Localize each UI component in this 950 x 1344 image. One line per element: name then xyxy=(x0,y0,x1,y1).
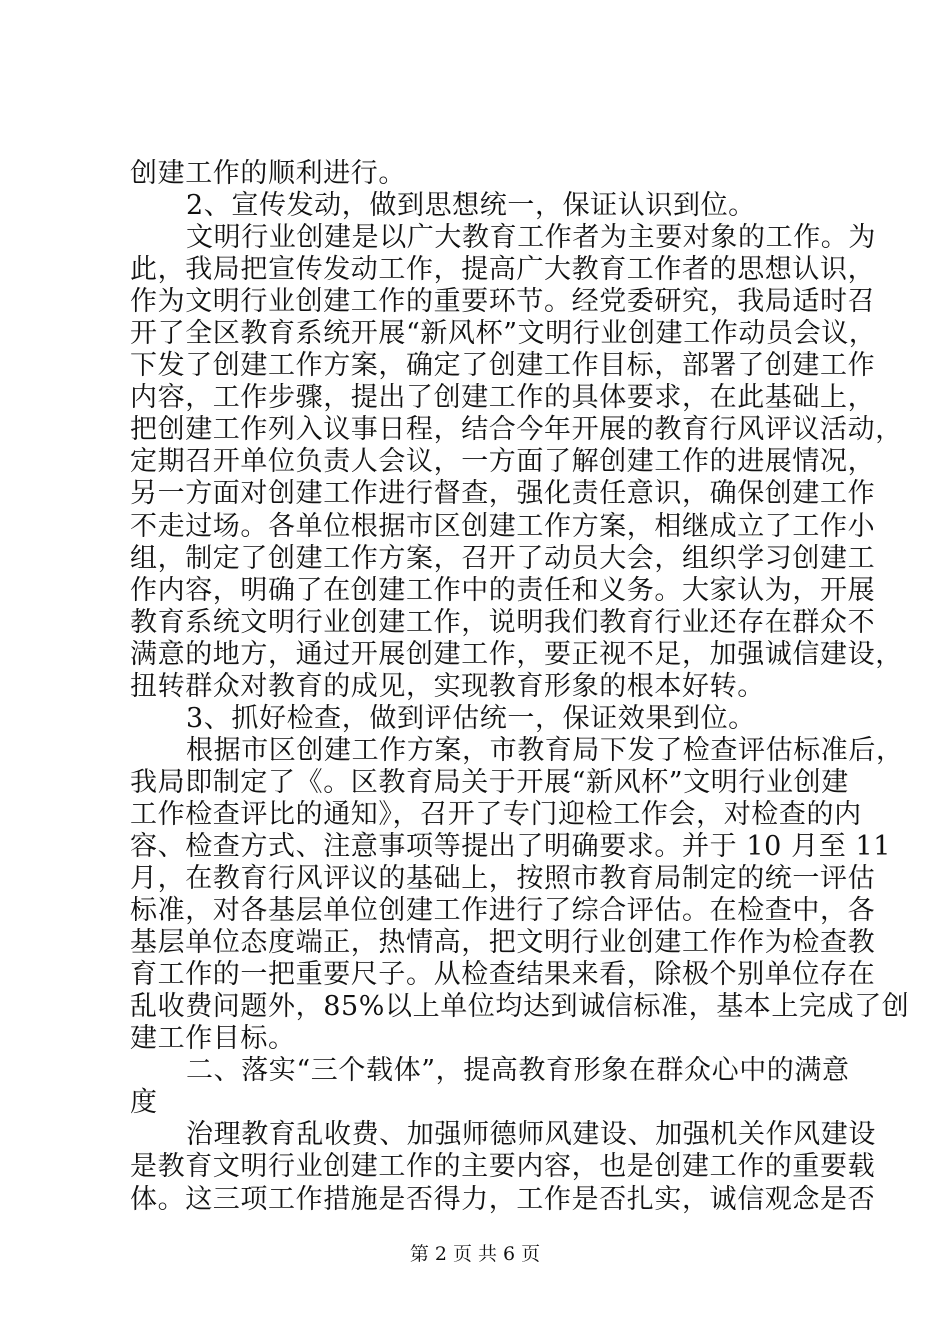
text-line: 不走过场。各单位根据市区创建工作方案，相继成立了工作小 xyxy=(130,510,876,542)
text-line: 把创建工作列入议事日程，结合今年开展的教育行风评议活动， xyxy=(130,414,903,446)
section-heading: 3、抓好检查，做到评估统一，保证效果到位。 xyxy=(186,702,756,734)
text-line: 满意的地方，通过开展创建工作，要正视不足，加强诚信建设， xyxy=(130,638,903,670)
section-heading-continued: 度 xyxy=(130,1087,158,1119)
text-line: 定期召开单位负责人会议，一方面了解创建工作的进展情况， xyxy=(130,446,876,478)
page-number-footer: 第 2 页 共 6 页 xyxy=(409,1243,541,1265)
text-line: 月，在教育行风评议的基础上，按照市教育局制定的统一评估 xyxy=(130,863,876,895)
text-line: 开了全区教育系统开展“新风杯”文明行业创建工作动员会议， xyxy=(130,318,877,350)
text-line: 乱收费问题外，85%以上单位均达到诚信标准，基本上完成了创 xyxy=(130,991,910,1023)
text-line: 治理教育乱收费、加强师德师风建设、加强机关作风建设 xyxy=(186,1119,876,1151)
text-line: 此，我局把宣传发动工作，提高广大教育工作者的思想认识， xyxy=(130,254,876,286)
text-line: 是教育文明行业创建工作的主要内容，也是创建工作的重要载 xyxy=(130,1151,876,1183)
text-line: 标准，对各基层单位创建工作进行了综合评估。在检查中，各 xyxy=(130,895,876,927)
text-line: 扭转群众对教育的成见，实现教育形象的根本好转。 xyxy=(130,670,765,702)
body-text xyxy=(130,158,910,1216)
text-line: 体。这三项工作措施是否得力，工作是否扎实，诚信观念是否 xyxy=(130,1183,876,1215)
text-line: 基层单位态度端正，热情高，把文明行业创建工作作为检查教 xyxy=(130,927,876,959)
text-line: 工作检查评比的通知》，召开了专门迎检工作会，对检查的内 xyxy=(130,798,862,830)
section-heading: 2、宣传发动，做到思想统一，保证认识到位。 xyxy=(186,190,756,222)
text-line: 我局即制定了《。区教育局关于开展“新风杯”文明行业创建 xyxy=(130,766,849,798)
text-line: 建工作目标。 xyxy=(130,1023,296,1055)
text-line: 组，制定了创建工作方案，召开了动员大会，组织学习创建工 xyxy=(130,542,876,574)
text-line: 内容，工作步骤，提出了创建工作的具体要求，在此基础上， xyxy=(130,382,876,414)
text-line: 另一方面对创建工作进行督查，强化责任意识，确保创建工作 xyxy=(130,478,876,510)
text-line: 创建工作的顺利进行。 xyxy=(130,158,406,189)
text-line: 作为文明行业创建工作的重要环节。经党委研究，我局适时召 xyxy=(130,286,876,318)
text-line: 作内容，明确了在创建工作中的责任和义务。大家认为，开展 xyxy=(130,574,876,606)
text-line: 容、检查方式、注意事项等提出了明确要求。并于 10 月至 11 xyxy=(130,830,892,862)
text-line: 文明行业创建是以广大教育工作者为主要对象的工作。为 xyxy=(186,222,876,254)
section-heading: 二、落实“三个载体”，提高教育形象在群众心中的满意 xyxy=(186,1055,850,1087)
text-line: 根据市区创建工作方案，市教育局下发了检查评估标准后， xyxy=(186,734,904,766)
text-line: 教育系统文明行业创建工作，说明我们教育行业还存在群众不 xyxy=(130,606,876,638)
text-line: 育工作的一把重要尺子。从检查结果来看，除极个别单位存在 xyxy=(130,959,876,991)
text-line: 下发了创建工作方案，确定了创建工作目标，部署了创建工作 xyxy=(130,350,876,382)
